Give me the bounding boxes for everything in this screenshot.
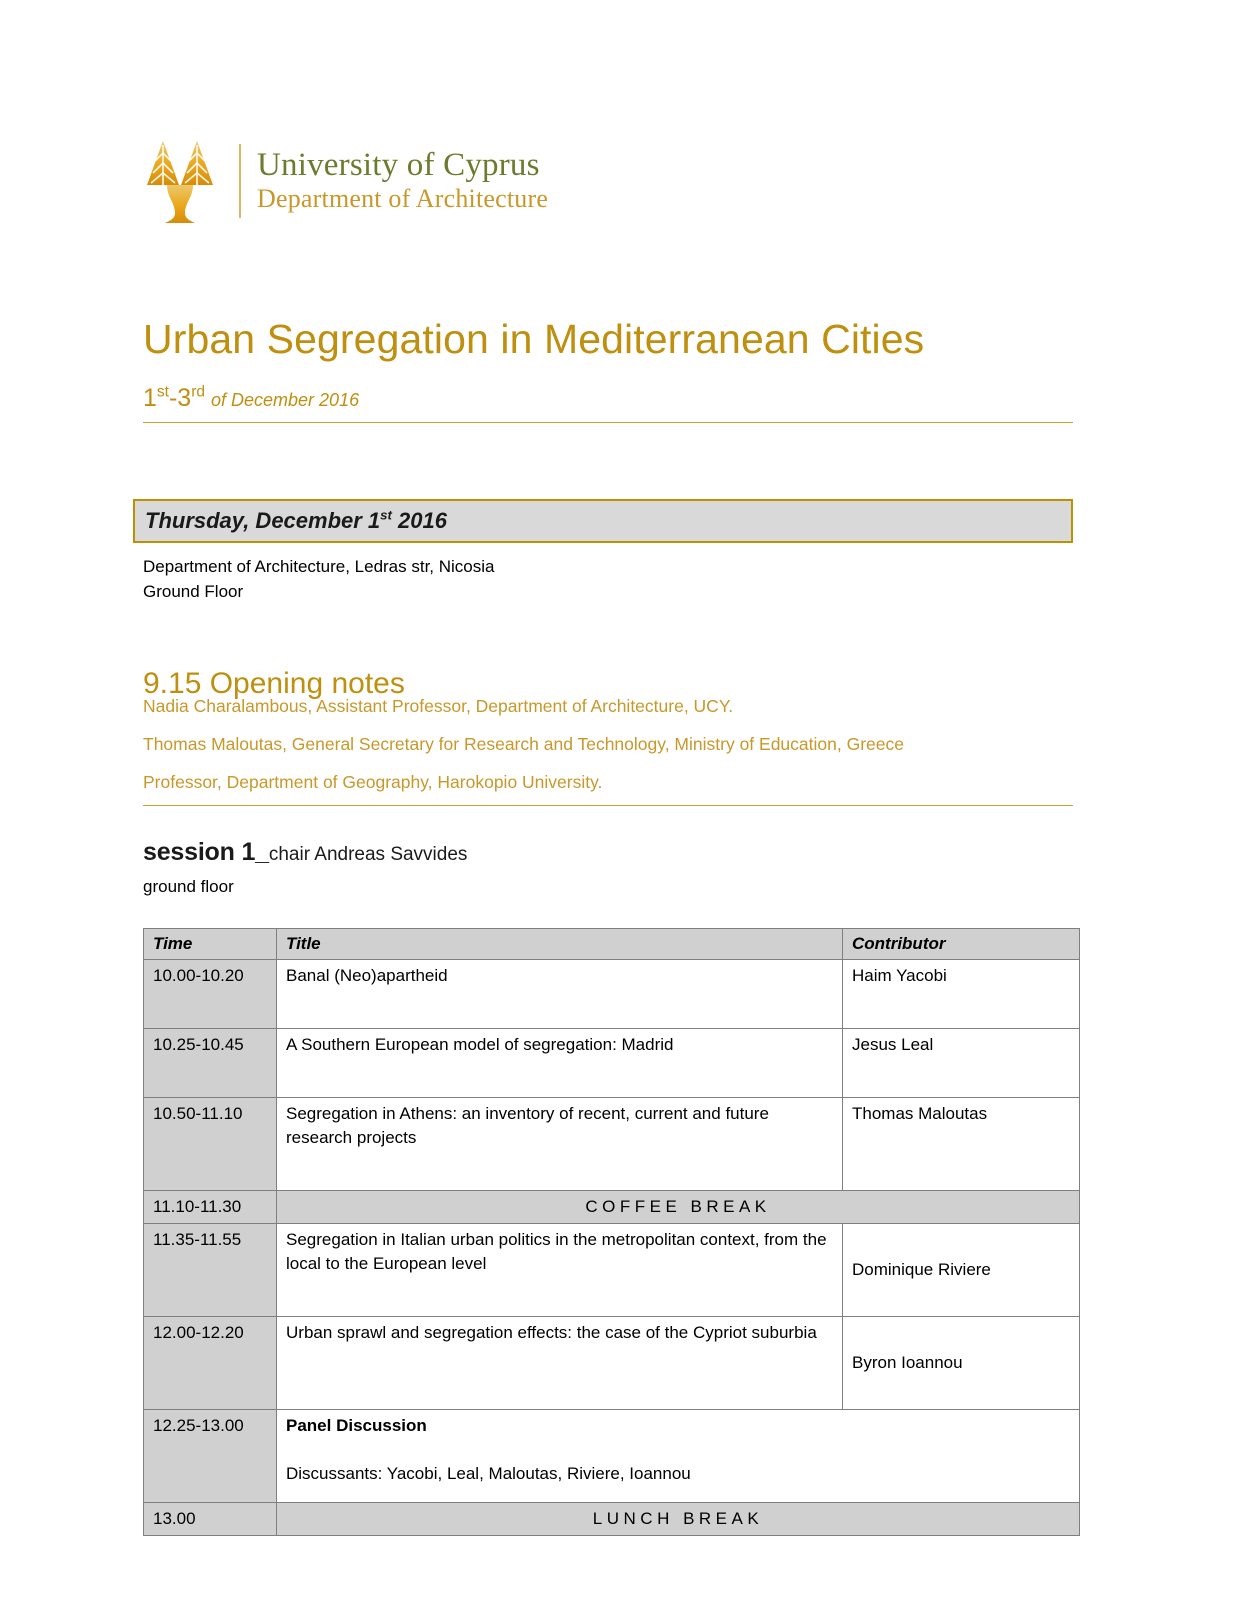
cell-time: 11.35-11.55 xyxy=(144,1224,277,1317)
cell-title: Segregation in Athens: an inventory of recent, current and future research projects xyxy=(277,1098,843,1191)
cell-title: Banal (Neo)apartheid xyxy=(277,960,843,1029)
day-banner-sup: st xyxy=(380,507,392,523)
panel-title: Panel Discussion xyxy=(286,1416,427,1435)
cell-time: 12.00-12.20 xyxy=(144,1317,277,1410)
divider-under-date xyxy=(143,422,1073,423)
session-title: session 1_ xyxy=(143,838,269,866)
date-day-to: 3 xyxy=(177,384,192,412)
cyprus-tree-logo-icon xyxy=(143,135,225,227)
table-row-break xyxy=(144,1191,1080,1224)
venue-floor: Ground Floor xyxy=(143,582,244,601)
session-chair: chair Andreas Savvides xyxy=(268,844,468,865)
page-title: Urban Segregation in Mediterranean Cities xyxy=(143,316,925,363)
date-day-from: 1 xyxy=(143,384,157,412)
university-logo xyxy=(143,133,548,229)
divider-under-opening-notes xyxy=(143,805,1073,806)
cell-time: 12.25-13.00 xyxy=(144,1410,277,1503)
venue-block xyxy=(143,554,495,604)
table-row-break xyxy=(144,1503,1080,1536)
opening-notes-speakers xyxy=(143,694,1083,808)
logo-department-name: Department of Architecture xyxy=(257,184,549,213)
cell-break-label: COFFEE BREAK xyxy=(277,1191,1080,1224)
opening-speaker-line: Thomas Maloutas, General Secretary for Research and Technology, Ministry of Education, Greece xyxy=(143,734,904,754)
cell-time: 10.25-10.45 xyxy=(144,1029,277,1098)
session-heading xyxy=(143,838,467,867)
cell-time: 11.10-11.30 xyxy=(144,1191,277,1224)
session-location: ground floor xyxy=(143,877,234,896)
day-banner xyxy=(133,499,1073,543)
cell-contributor: Jesus Leal xyxy=(843,1029,1080,1098)
date-sup-to: rd xyxy=(191,383,205,401)
panel-discussants: Discussants: Yacobi, Leal, Maloutas, Riviere, Ioannou xyxy=(286,1464,691,1483)
logo-university-name: University of Cyprus xyxy=(257,147,540,183)
opening-speaker-line: Nadia Charalambous, Assistant Professor, Department of Architecture, UCY. xyxy=(143,696,734,716)
column-header-time: Time xyxy=(144,929,277,960)
cell-time: 13.00 xyxy=(144,1503,277,1536)
column-header-title: Title xyxy=(277,929,843,960)
column-header-contributor: Contributor xyxy=(843,929,1080,960)
cell-title: Segregation in Italian urban politics in the metropolitan context, from the local to the European level xyxy=(277,1224,843,1317)
table-row xyxy=(144,1317,1080,1410)
day-banner-text xyxy=(135,508,447,534)
opening-speaker-line: Professor, Department of Geography, Harokopio University. xyxy=(143,772,603,792)
table-row-panel xyxy=(144,1410,1080,1503)
day-banner-year: 2016 xyxy=(391,508,447,533)
cell-contributor: Dominique Riviere xyxy=(843,1224,1080,1317)
table-row xyxy=(144,1098,1080,1191)
date-sup-from: st xyxy=(156,383,169,401)
cell-break-label: LUNCH BREAK xyxy=(277,1503,1080,1536)
table-row xyxy=(144,1224,1080,1317)
event-date-line xyxy=(143,383,359,415)
table-row xyxy=(144,1029,1080,1098)
day-banner-weekday: Thursday, December 1 xyxy=(145,508,381,533)
cell-contributor: Thomas Maloutas xyxy=(843,1098,1080,1191)
cell-panel xyxy=(277,1410,1080,1503)
cell-time: 10.50-11.10 xyxy=(144,1098,277,1191)
panel-spacer xyxy=(286,1438,1070,1462)
programme-table xyxy=(143,928,1080,1536)
cell-contributor: Haim Yacobi xyxy=(843,960,1080,1029)
cell-title: Urban sprawl and segregation effects: the case of the Cypriot suburbia xyxy=(277,1317,843,1410)
venue-address: Department of Architecture, Ledras str, Nicosia xyxy=(143,557,495,576)
cell-time: 10.00-10.20 xyxy=(144,960,277,1029)
date-dash: - xyxy=(168,384,178,412)
table-header-row xyxy=(144,929,1080,960)
cell-title: A Southern European model of segregation: Madrid xyxy=(277,1029,843,1098)
date-month-year: of December 2016 xyxy=(211,390,360,410)
logo-divider xyxy=(239,144,241,218)
cell-contributor: Byron Ioannou xyxy=(843,1317,1080,1410)
opening-notes-heading: 9.15 Opening notes xyxy=(143,666,405,700)
table-row xyxy=(144,960,1080,1029)
